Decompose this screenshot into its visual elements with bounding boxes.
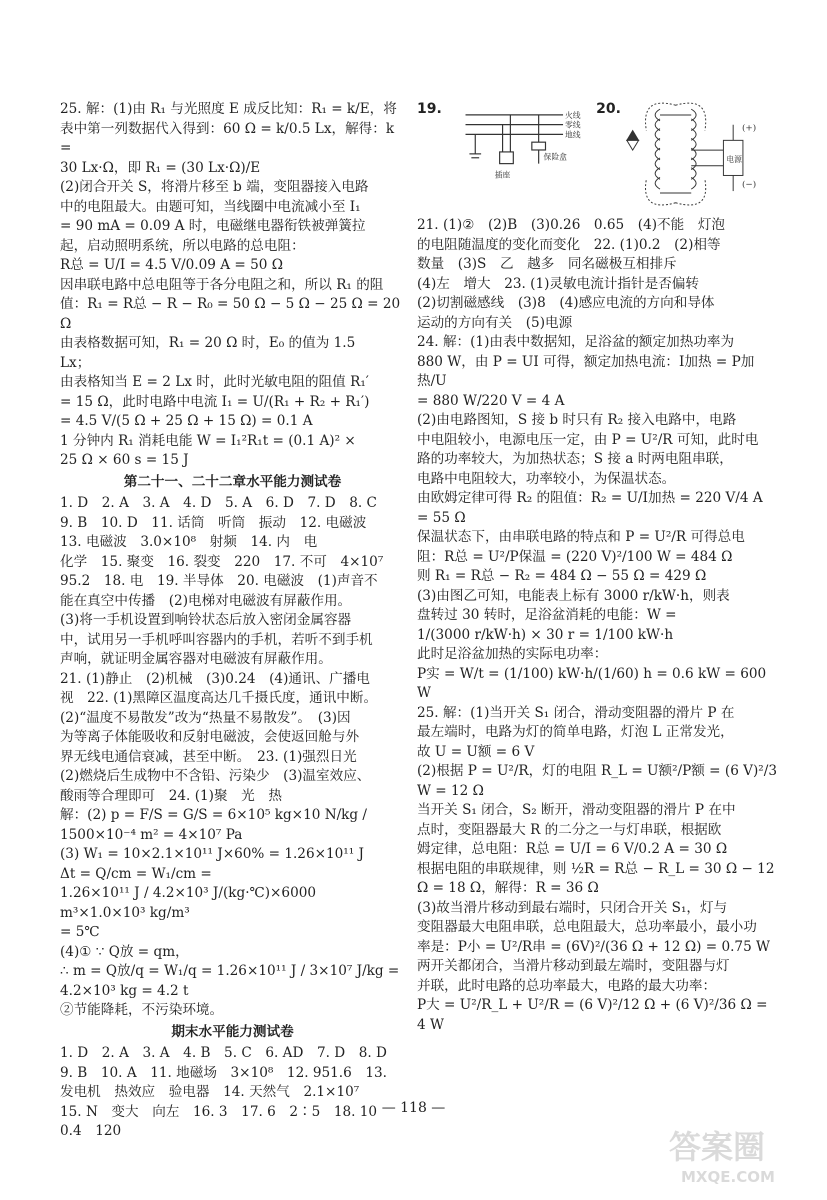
text-line: 的电阻随温度的变化而变化 22. (1)0.2 (2)相等 <box>417 236 721 253</box>
section-title-final: 期末水平能力测试卷 <box>171 1023 294 1040</box>
text-line: 界无线电通信衰减，甚至中断。 23. (1)强烈日光 <box>60 748 357 765</box>
text-line: 中电阻较小，电源电压一定，由 P = U²/R 可知，此时电 <box>417 431 759 448</box>
text-line: 1.26×10¹¹ J / 4.2×10³ J/(kg·℃)×6000 m³×1.0×10³ kg/m³ <box>60 885 321 921</box>
text-line: 中的电阻最大。由题可知，当线圈中电流减小至 I₁ <box>60 198 361 215</box>
watermark-logo <box>663 1122 813 1188</box>
text-line: 由欧姆定律可得 R₂ 的阻值：R₂ = U/I加热 = 220 V/4 A = 55 Ω <box>417 490 767 526</box>
text-line: 1/(3000 r/kW·h) × 30 r = 1/100 kW·h <box>417 626 674 643</box>
text-line: 1. D 2. A 3. A 4. B 5. C 6. AD 7. D 8. D <box>60 1045 387 1061</box>
fig20-label: 20. <box>596 101 621 117</box>
text-line: 9. B 10. D 11. 话筒 听筒 振动 12. 电磁波 <box>60 514 367 531</box>
text-line: 表中第一列数据代入得到：60 Ω = k/0.5 Lx，解得：k = <box>60 120 399 156</box>
watermark-text-cn: 答案圈 <box>669 1128 766 1166</box>
text-line: (2)由电路图知，S 接 b 时只有 R₂ 接入电路中，电路 <box>417 412 737 428</box>
text-line: R总 = U/I = 4.5 V/0.09 A = 50 Ω <box>60 257 283 273</box>
text-line: 0.4 120 <box>60 1123 122 1139</box>
text-line: ②节能降耗，不污染环境。 <box>60 1002 224 1018</box>
text-line: ∴ m = Q放/q = W₁/q = 1.26×10¹¹ J / 3×10⁷ J/kg = 4.2×10³ kg = 4.2 t <box>60 963 404 999</box>
text-line: (3)将一手机设置到响铃状态后放入密闭金属容器 <box>60 612 352 628</box>
fig20-solenoid-diagram <box>621 100 777 208</box>
fig19-label: 19. <box>417 101 442 117</box>
text-line: (2)根据 P = U²/R，灯的电阻 R_L = U额²/P额 = (6 V)²/3 W = 12 Ω <box>417 763 782 799</box>
label-ground: 地线 <box>564 130 581 140</box>
text-line: 发电机 热效应 验电器 14. 天然气 2.1×10⁷ <box>60 1084 360 1100</box>
text-line: 运动的方向有关 (5)电源 <box>417 314 573 331</box>
label-neutral: 零线 <box>564 120 581 130</box>
text-line: 阻：R总 = U²/P保温 = (220 V)²/100 W = 484 Ω <box>417 548 733 565</box>
text-line: 25 Ω × 60 s = 15 J <box>60 452 189 468</box>
section1-answers <box>60 494 405 1021</box>
text-line: 21. (1)② (2)B (3)0.26 0.65 (4)不能 灯泡 <box>417 217 726 233</box>
text-line: 1 分钟内 R₁ 消耗电能 W = I₁²R₁t = (0.1 A)² × <box>60 432 356 449</box>
text-line: Δt = Q/cm = W₁/cm = <box>60 865 212 882</box>
text-line: 24. 解：(1)由表中数据知，足浴盆的额定加热功率为 <box>417 334 735 350</box>
text-line: = 90 mA = 0.09 A 时，电磁继电器衔铁被弹簧拉 <box>60 218 366 234</box>
text-line: 中，试用另一手机呼叫容器内的手机，若听不到手机 <box>60 631 373 648</box>
text-line: (2)切割磁感线 (3)8 (4)感应电流的方向和导体 <box>417 295 715 311</box>
text-line: 最左端时，电路为灯的简单电路，灯泡 L 正常发光， <box>417 724 734 740</box>
text-line: 率是：P小 = U²/R串 = (6V)²/(36 Ω + 12 Ω) = 0.75 W <box>417 938 771 955</box>
text-line: (3)故当滑片移动到最右端时，只闭合开关 S₁，灯与 <box>417 899 728 916</box>
text-line: 25. 解：(1)当开关 S₁ 闭合，滑动变阻器的滑片 P 在 <box>417 704 735 721</box>
text-line: 此时足浴盆加热的实际电功率： <box>417 646 608 662</box>
watermark-text-domain: MXQE.COM <box>681 1168 775 1186</box>
text-line: 值：R₁ = R总 − R − R₀ = 50 Ω − 5 Ω − 25 Ω = 20 Ω <box>60 296 405 332</box>
text-line: 保温状态下，由串联电路的特点和 P = U²/R 可得总电 <box>417 529 745 545</box>
text-line: (2)“温度不易散发”改为“热量不易散发”。 (3)因 <box>60 709 351 726</box>
text-line: = 5℃ <box>60 924 100 940</box>
text-line: 当开关 S₁ 闭合，S₂ 断开，滑动变阻器的滑片 P 在中 <box>417 802 736 818</box>
text-line: 1. D 2. A 3. A 4. D 5. A 6. D 7. D 8. C <box>60 495 377 511</box>
text-line: 声响，就证明金属容器对电磁波有屏蔽作用。 <box>60 651 332 667</box>
text-line: 盘转过 30 转时，足浴盆消耗的电能：W = <box>417 607 677 623</box>
label-fuse: 保险盒 <box>543 152 567 162</box>
text-line: 25. 解：(1)由 R₁ 与光照度 E 成反比知：R₁ = k/E，将 <box>60 101 397 117</box>
label-plus: (+) <box>741 123 757 134</box>
text-line: (4)左 增大 23. (1)灵敏电流计指针是否偏转 <box>417 275 699 292</box>
text-line: 30 Lx·Ω，即 R₁ = (30 Lx·Ω)/E <box>60 159 261 176</box>
label-live: 火线 <box>564 110 581 120</box>
text-line: P实 = W/t = (1/100) kW·h/(1/60) h = 0.6 kW = 600 W <box>417 665 771 701</box>
text-line: 由表格知当 E = 2 Lx 时，此时光敏电阻的阻值 R₁′ <box>60 374 369 390</box>
text-line: Ω = 18 Ω，解得：R = 36 Ω <box>417 880 599 896</box>
right-answer-block <box>417 216 782 1035</box>
label-minus: (−) <box>741 180 757 191</box>
text-line: 能在真空中传播 (2)电梯对电磁波有屏蔽作用。 <box>60 592 352 609</box>
text-line: 路的功率较大，为加热状态；S 接 a 时两电阻串联， <box>417 451 733 467</box>
text-line: = 15 Ω，此时电路中电流 I₁ = U/(R₁ + R₂ + R₁′) <box>60 393 370 410</box>
text-line: (2)燃烧后生成物中不含铅、污染少 (3)温室效应、 <box>60 768 371 784</box>
text-line: 并联，此时电路的总功率最大，电路的最大功率： <box>417 977 717 994</box>
text-line: 变阻器最大电阻串联，总电阻最大，总功率最小，最小功 <box>417 919 757 935</box>
fig19-wiring-diagram <box>446 104 592 194</box>
section2-answers <box>60 1044 405 1142</box>
text-line: = 880 W/220 V = 4 A <box>417 392 565 409</box>
text-line: 因串联电路中总电阻等于各分电阻之和，所以 R₁ 的阻 <box>60 276 384 293</box>
left-column <box>60 100 405 1142</box>
text-line: 视 22. (1)黑障区温度高达几千摄氏度，通讯中断。 <box>60 690 378 706</box>
section-title-ch21-22: 第二十一、二十二章水平能力测试卷 <box>123 473 342 490</box>
text-line: 起，启动照明系统，所以电路的总电阻： <box>60 237 305 254</box>
text-line: = 4.5 V/(5 Ω + 25 Ω + 15 Ω) = 0.1 A <box>60 413 313 429</box>
text-line: 为等离子体能吸收和反射电磁波，会使返回舱与外 <box>60 729 360 745</box>
figure-row <box>417 100 777 212</box>
text-line: (3)由图乙可知，电能表上标有 3000 r/kW·h，则表 <box>417 587 730 604</box>
text-line: 13. 电磁波 3.0×10⁸ 射频 14. 内 电 <box>60 534 318 550</box>
text-line: 解：(2) p = F/S = G/S = 6×10⁵ kg×10 N/kg / 1500×10⁻⁴ m² = 4×10⁷ Pa <box>60 807 372 843</box>
text-line: 则 R₁ = R总 − R₂ = 484 Ω − 55 Ω = 429 Ω <box>417 568 707 584</box>
right-column <box>417 100 782 1035</box>
text-line: 电路中电阻较大，功率较小，为保温状态。 <box>417 470 676 487</box>
text-line: P大 = U²/R_L + U²/R = (6 V)²/12 Ω + (6 V)²/36 Ω = 4 W <box>417 997 772 1033</box>
text-line: 两开关都闭合，当滑片移动到最左端时，变阻器与灯 <box>417 958 730 974</box>
text-line: 9. B 10. A 11. 地磁场 3×10⁸ 12. 951.6 13. <box>60 1064 387 1081</box>
text-line: 化学 15. 聚变 16. 裂变 220 17. 不可 4×10⁷ <box>60 553 384 570</box>
text-line: 数量 (3)S 乙 越多 同名磁极互相排斥 <box>417 256 677 272</box>
text-line: Lx； <box>60 354 91 371</box>
left-answer-block <box>60 100 405 471</box>
label-power: 电源 <box>726 154 742 164</box>
text-line: 点时，变阻器最大 R 的二分之一与灯串联，根据欧 <box>417 821 722 838</box>
page-number: — 118 — <box>381 1100 446 1116</box>
text-line: 根据电阻的串联规律，则 ½R = R总 − R_L = 30 Ω − 12 <box>417 860 775 877</box>
text-line: 880 W，由 P = UI 可得，额定加热电流：I加热 = P加热/U <box>417 353 755 389</box>
text-line: 故 U = U额 = 6 V <box>417 743 535 760</box>
text-line: 15. N 变大 向左 16. 3 17. 6 2∶5 18. 10 <box>60 1103 378 1120</box>
text-line: 由表格数据可知，R₁ = 20 Ω 时，E₀ 的值为 1.5 <box>60 335 356 351</box>
text-line: 酸雨等合理即可 24. (1)聚 光 热 <box>60 787 282 804</box>
text-line: 21. (1)静止 (2)机械 (3)0.24 (4)通讯、广播电 <box>60 670 370 687</box>
text-line: 姆定律，总电阻：R总 = U/I = 6 V/0.2 A = 30 Ω <box>417 841 728 857</box>
label-socket: 插座 <box>494 170 511 180</box>
text-line: (4)① ∵ Q放 = qm， <box>60 943 189 960</box>
text-line: 95.2 18. 电 19. 半导体 20. 电磁波 (1)声音不 <box>60 573 378 589</box>
text-line: (2)闭合开关 S，将滑片移至 b 端，变阻器接入电路 <box>60 179 369 195</box>
text-line: (3) W₁ = 10×2.1×10¹¹ J×60% = 1.26×10¹¹ J <box>60 846 364 862</box>
